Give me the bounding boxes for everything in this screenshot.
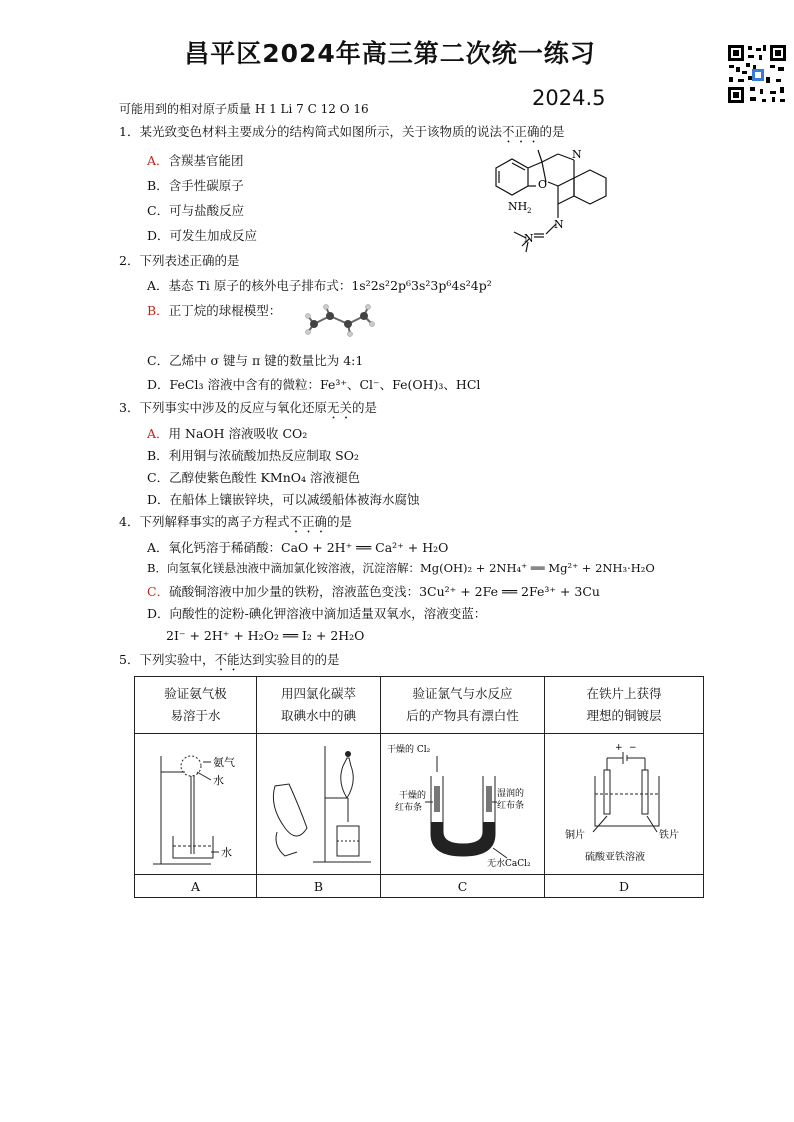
- exam-date: 2024.5: [532, 86, 606, 110]
- q5-header-c: 验证氯气与水反应 后的产物具有漂白性: [381, 677, 545, 734]
- fig-c-label-cacl2: 无水CaCl₂: [486, 858, 531, 869]
- relative-atomic-masses: 可能用到的相对原子质量 H 1 Li 7 C 12 O 16: [119, 102, 369, 116]
- electroplating-apparatus: [549, 736, 699, 870]
- question-3-stem: 3．下列事实中涉及的反应与氧化还原无关的是: [119, 400, 377, 415]
- q2-option-d: D．FeCl₃ 溶液中含有的微粒：Fe³⁺、Cl⁻、Fe(OH)₃、HCl: [147, 377, 481, 392]
- q1-option-b: B．含手性碳原子: [147, 178, 244, 193]
- fig-d-label-copper: 铜片: [565, 829, 585, 841]
- q1-option-a: A．含羰基官能团: [147, 153, 244, 168]
- q5-figure-a: [135, 734, 257, 875]
- q3-option-a: A．用 NaOH 溶液吸收 CO₂: [147, 426, 308, 441]
- q5-label-d: D: [545, 875, 704, 898]
- fig-c-label-wet-strip: 湿润的: [496, 788, 524, 799]
- svg-text:−: −: [629, 742, 637, 753]
- svg-text:+: +: [615, 742, 623, 753]
- q5-label-b: B: [257, 875, 381, 898]
- q2-option-b: B．正丁烷的球棍模型：: [147, 303, 282, 318]
- q5-header-d: 在铁片上获得 理想的铜镀层: [545, 677, 704, 734]
- q3-option-d: D．在船体上镶嵌锌块，可以减缓船体被海水腐蚀: [147, 492, 420, 507]
- q5-label-c: C: [381, 875, 545, 898]
- ammonia-fountain-apparatus: [141, 736, 251, 870]
- fig-d-label-iron: 铁片: [659, 829, 679, 841]
- q5-header-b: 用四氯化碳萃 取碘水中的碘: [257, 677, 381, 734]
- mol-label-n-bottom: N: [554, 218, 564, 231]
- mol-label-n-top: N: [572, 148, 582, 161]
- q4-option-c: C．硫酸铜溶液中加少量的铁粉，溶液蓝色变浅：3Cu²⁺ + 2Fe ══ 2Fe³⁺ + 3Cu: [147, 584, 600, 599]
- q4-option-d: D．向酸性的淀粉-碘化钾溶液中滴加适量双氧水，溶液变蓝：: [147, 606, 487, 621]
- fig-c-label-dry-strip-2: 红布条: [394, 802, 422, 813]
- q5-header-a: 验证氨气极 易溶于水: [135, 677, 257, 734]
- mol-label-nh2-sub: 2: [527, 207, 532, 215]
- q5-figure-d: [545, 734, 704, 875]
- q1-option-c: C．可与盐酸反应: [147, 203, 245, 218]
- q5-label-a: A: [135, 875, 257, 898]
- q5-figure-c: [381, 734, 545, 875]
- q2-option-a: A．基态 Ti 原子的核外电子排布式：1s²2s²2p⁶3s²3p⁶4s²4p²: [147, 278, 492, 293]
- butane-ball-stick-model: [304, 304, 376, 338]
- fig-a-label-ammonia: 氨气: [212, 755, 235, 769]
- exam-title: 昌平区2024年高三第二次统一练习: [184, 39, 596, 68]
- q1-option-d: D．可发生加成反应: [147, 228, 258, 243]
- q2-option-c: C．乙烯中 σ 键与 π 键的数量比为 4:1: [147, 353, 364, 368]
- mol-label-o: O: [538, 178, 548, 191]
- question-1-stem: 1．某光致变色材料主要成分的结构简式如图所示，关于该物质的说法不正确的是: [119, 124, 565, 139]
- q3-option-b: B．利用铜与浓硫酸加热反应制取 SO₂: [147, 448, 359, 463]
- question-5-stem: 5．下列实验中，不能达到实验目的的是: [119, 652, 340, 667]
- mol-label-n-amidine: N: [524, 232, 534, 245]
- mol-label-nh2: NH: [508, 200, 528, 213]
- question-4-stem: 4．下列解释事实的离子方程式不正确的是: [119, 514, 352, 529]
- q4-option-d-equation: 2I⁻ + 2H⁺ + H₂O₂ ══ I₂ + 2H₂O: [166, 628, 365, 643]
- fig-a-label-water-2: 水: [220, 845, 232, 859]
- question-2-stem: 2．下列表述正确的是: [119, 253, 240, 268]
- q3-option-c: C．乙醇使紫色酸性 KMnO₄ 溶液褪色: [147, 470, 360, 485]
- q4-option-a: A．氧化钙溶于稀硝酸：CaO + 2H⁺ ══ Ca²⁺ + H₂O: [147, 540, 449, 555]
- u-tube-apparatus: [383, 736, 543, 870]
- q4-option-b: B．向氢氧化镁悬浊液中滴加氯化铵溶液，沉淀溶解：Mg(OH)₂ + 2NH₄⁺ ══ Mg²⁺ + 2NH₃·H₂O: [147, 561, 655, 575]
- fig-c-label-dry-cl2: 干燥的 Cl₂: [386, 744, 430, 755]
- fig-a-label-water-1: 水: [212, 773, 224, 787]
- q1-molecule-structure: [488, 142, 628, 264]
- qr-code-icon: [726, 43, 788, 105]
- separatory-funnel-apparatus: [263, 736, 375, 870]
- fig-c-label-wet-strip-2: 红布条: [496, 800, 524, 811]
- fig-c-label-dry-strip: 干燥的: [398, 790, 426, 801]
- fig-d-label-solution: 硫酸亚铁溶液: [585, 851, 645, 863]
- q5-figure-b: [257, 734, 381, 875]
- q5-experiment-table: [134, 676, 704, 898]
